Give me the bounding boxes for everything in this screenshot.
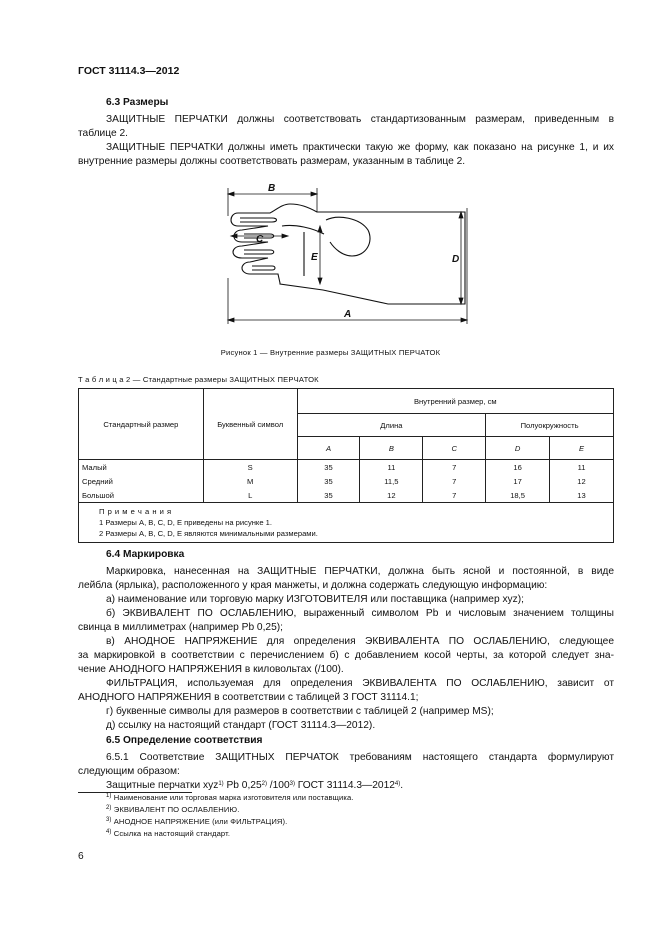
glove-dimensions-figure: [220, 180, 475, 328]
value-cell: 7: [423, 488, 486, 503]
footnote-2: $^{2)}$ ЭКВИВАЛЕНТ ПО ОСЛАБЛЕНИЮ.: [106, 805, 240, 814]
example-part: Защитные перчатки xyz: [106, 780, 219, 791]
para-6-4-line: лейбла (ярлыка), расположенного у края манжеты, и должна содержать следующую информацию:: [78, 580, 548, 591]
header-length: Длина: [297, 414, 486, 437]
para-6-4-line: Маркировка, нанесенная на ЗАЩИТНЫЕ ПЕРЧАТКИ, должна быть ясной и постоянной, в виде: [106, 566, 614, 577]
size-name: Средний: [79, 474, 204, 488]
para-6-5-1: 6.5.1 Соответствие ЗАЩИТНЫХ ПЕРЧАТОК требованиям настоящего стандарта формулируют: [106, 752, 614, 763]
size-name: Большой: [79, 488, 204, 503]
value-cell: 12: [550, 474, 614, 488]
subheader-d: D: [486, 437, 550, 460]
header-internal: Внутренний размер, см: [297, 389, 613, 414]
footnote-ref: 1): [218, 781, 224, 787]
value-cell: 16: [486, 460, 550, 475]
section-6-5-heading: 6.5 Определение соответствия: [106, 735, 263, 746]
value-cell: 7: [423, 460, 486, 475]
list-item-b: б) ЭКВИВАЛЕНТ ПО ОСЛАБЛЕНИЮ, выраженный символом Pb и числовым значением толщины: [106, 608, 614, 619]
subheader-a: A: [297, 437, 360, 460]
list-item-a: а) наименование или торговую марку ИЗГОТОВИТЕЛЯ или поставщика (например xyz);: [106, 594, 524, 605]
note-1: 1 Размеры A, B, C, D, E приведены на рисунке 1.: [99, 518, 273, 527]
list-item-v-cont: за маркировкой в соответствии с перечислением б) с добавлением косой черты, за которой следует зна-: [78, 650, 614, 661]
label-c: C: [256, 234, 264, 245]
para-6-3-line: ЗАЩИТНЫЕ ПЕРЧАТКИ должны иметь практически такую же форму, как показано на рисунке 1, и их: [106, 142, 614, 153]
marking-example: [106, 779, 403, 793]
list-item-v: в) АНОДНОЕ НАПРЯЖЕНИЕ для определения ЭКВИВАЛЕНТА ПО ОСЛАБЛЕНИЮ, следующее: [106, 636, 614, 647]
para-6-3-line: ЗАЩИТНЫЕ ПЕРЧАТКИ должны соответствовать стандартизованным размерам, приведенным в: [106, 114, 614, 125]
notes-title: П р и м е ч а н и я: [99, 507, 172, 516]
para-6-3-line: таблице 2.: [78, 128, 128, 139]
value-cell: 13: [550, 488, 614, 503]
size-symbol: L: [203, 488, 297, 503]
example-part: .: [400, 780, 404, 791]
example-part: ГОСТ 31114.3—2012: [294, 780, 395, 791]
header-girth: Полуокружность: [486, 414, 614, 437]
section-6-3-heading: 6.3 Размеры: [106, 97, 169, 108]
list-item-v-cont: чение АНОДНОГО НАПРЯЖЕНИЯ в киловольтах (/100).: [78, 664, 344, 675]
footnote-ref: 2): [261, 781, 267, 787]
list-item-g: г) буквенные символы для размеров в соответствии с таблицей 2 (например MS);: [106, 706, 494, 717]
example-part: Pb 0,25: [223, 780, 262, 791]
value-cell: 35: [297, 474, 360, 488]
value-cell: 35: [297, 460, 360, 475]
list-item-d: д) ссылку на настоящий стандарт (ГОСТ 31114.3—2012).: [106, 720, 376, 731]
value-cell: 17: [486, 474, 550, 488]
table-title: Т а б л и ц а 2 — Стандартные размеры ЗАЩИТНЫХ ПЕРЧАТОК: [78, 375, 319, 384]
para-6-3-line: внутренние размеры должны соответствовать размерам, указанным в таблице 2.: [78, 156, 466, 167]
footnote-3: $^{3)}$ АНОДНОЕ НАПРЯЖЕНИЕ (или ФИЛЬТРАЦИЯ).: [106, 817, 288, 826]
filtration-para-cont: АНОДНОГО НАПРЯЖЕНИЯ в соответствии с таблицей 3 ГОСТ 31114.1;: [78, 692, 419, 703]
footnote-4: $^{4)}$ Ссылка на настоящий стандарт.: [106, 829, 231, 838]
size-name: Малый: [79, 460, 204, 475]
footnote-ref: 4): [394, 781, 401, 787]
footnote-ref: 3): [289, 781, 295, 787]
label-d: D: [452, 254, 460, 265]
table-row: [79, 474, 614, 488]
value-cell: 7: [423, 474, 486, 488]
size-symbol: S: [203, 460, 297, 475]
example-part: /100: [266, 780, 290, 791]
subheader-c: C: [423, 437, 486, 460]
value-cell: 11: [550, 460, 614, 475]
header-size: Стандартный размер: [79, 389, 204, 460]
page-number: 6: [78, 851, 84, 862]
value-cell: 11: [360, 460, 423, 475]
table-row: [79, 460, 614, 475]
filtration-para: ФИЛЬТРАЦИЯ, используемая для определения ЭКВИВАЛЕНТА ПО ОСЛАБЛЕНИЮ, зависит от: [106, 678, 614, 689]
list-item-b-cont: свинца в миллиметрах (например Pb 0,25);: [78, 622, 283, 633]
section-6-4-heading: 6.4 Маркировка: [106, 549, 185, 560]
value-cell: 12: [360, 488, 423, 503]
para-6-5-1-cont: следующим образом:: [78, 766, 180, 777]
subheader-e: E: [550, 437, 614, 460]
size-symbol: M: [203, 474, 297, 488]
label-a: A: [344, 309, 352, 320]
value-cell: 35: [297, 488, 360, 503]
value-cell: 11,5: [360, 474, 423, 488]
document-code: ГОСТ 31114.3—2012: [78, 65, 180, 77]
label-b: B: [268, 183, 276, 194]
standard-sizes-table: [78, 388, 614, 543]
subheader-b: B: [360, 437, 423, 460]
note-2: 2 Размеры A, B, C, D, E являются минимальными размерами.: [99, 529, 318, 538]
table-row: [79, 488, 614, 503]
figure-caption: Рисунок 1 — Внутренние размеры ЗАЩИТНЫХ ПЕРЧАТОК: [220, 348, 441, 357]
header-symbol: Буквенный символ: [203, 389, 297, 460]
value-cell: 18,5: [486, 488, 550, 503]
label-e: E: [311, 252, 318, 263]
footnote-1: $^{1)}$ Наименование или торговая марка изготовителя или поставщика.: [106, 793, 354, 802]
table-notes: [79, 503, 614, 543]
